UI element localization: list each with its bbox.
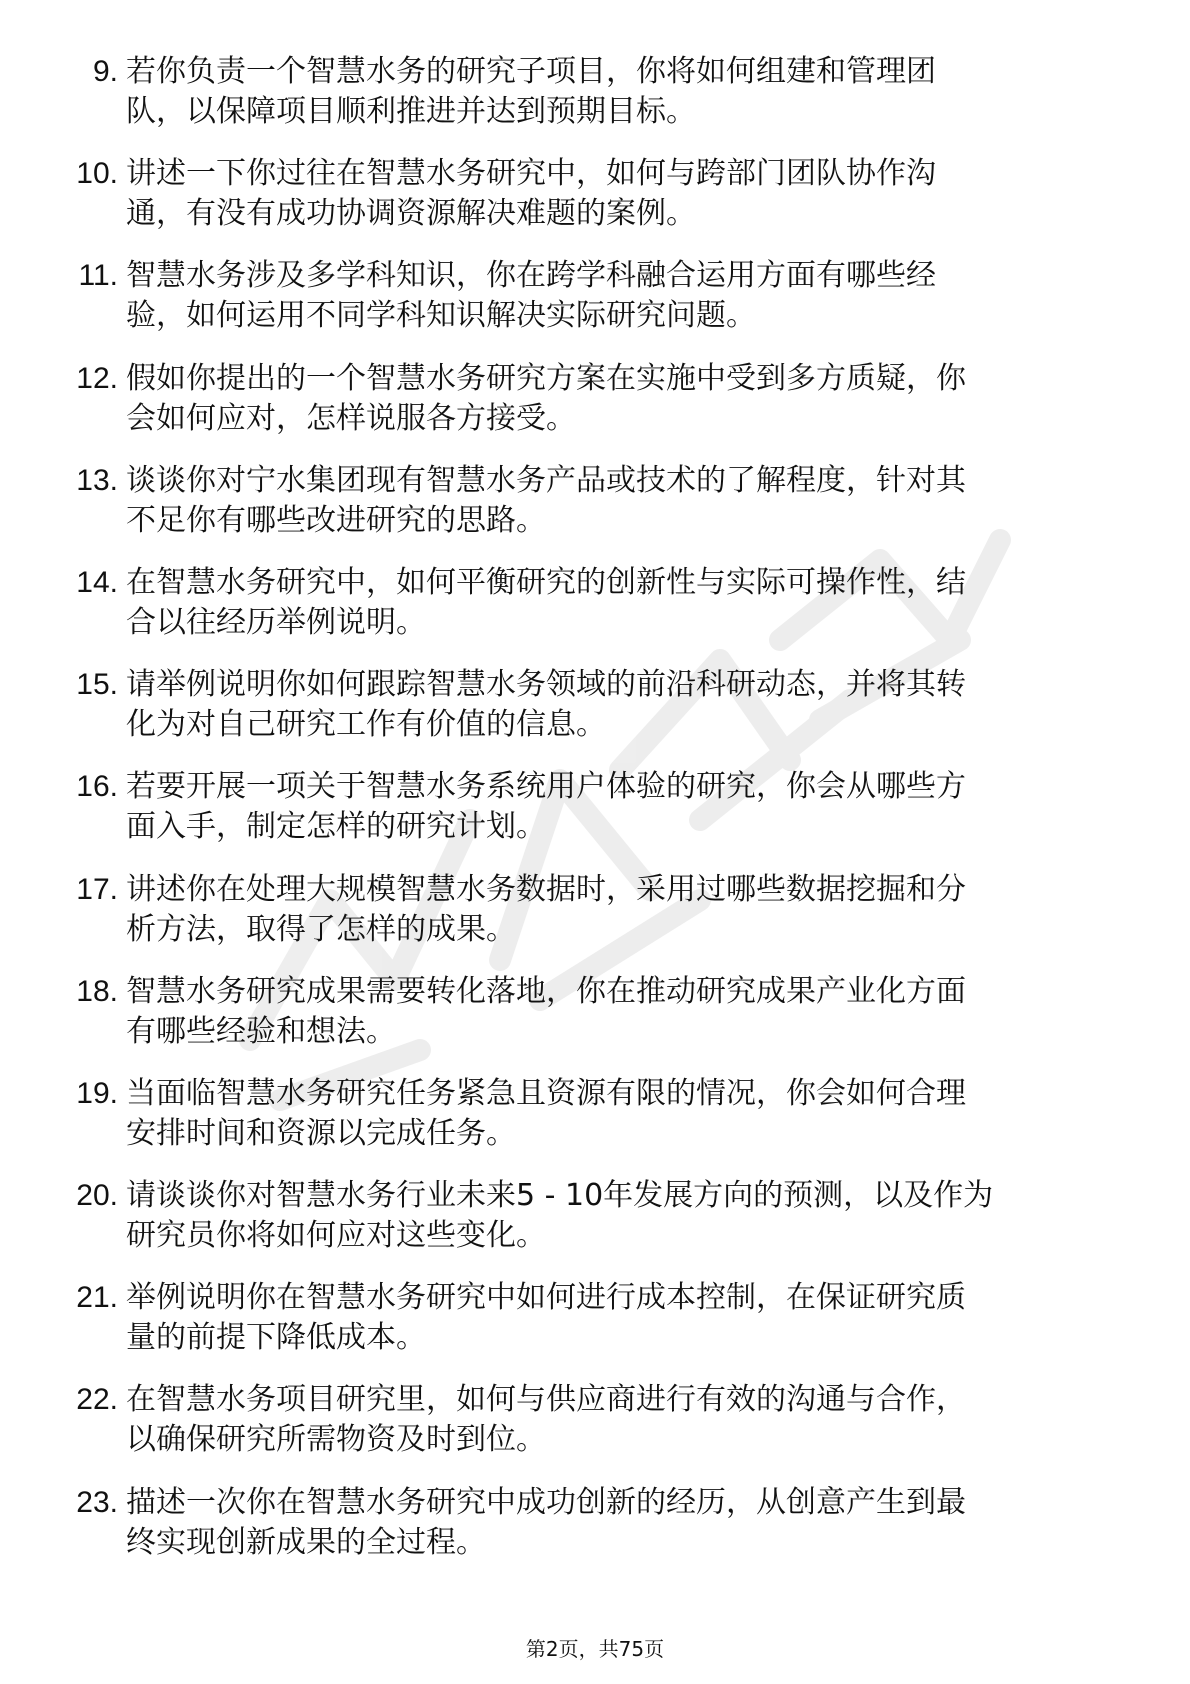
question-text: 谈谈你对宁水集团现有智慧水务产品或技术的了解程度，针对其 不足你有哪些改进研究的思路。 bbox=[126, 462, 966, 538]
question-number: 19. bbox=[76, 1076, 118, 1110]
question-item bbox=[56, 461, 1136, 541]
question-item bbox=[56, 1278, 1136, 1358]
question-number: 17. bbox=[76, 872, 118, 906]
question-number: 21. bbox=[76, 1281, 118, 1315]
question-number: 18. bbox=[76, 974, 118, 1008]
question-text: 讲述一下你过往在智慧水务研究中，如何与跨部门团队协作沟 通，有没有成功协调资源解决难题的案例。 bbox=[126, 156, 936, 232]
question-text: 假如你提出的一个智慧水务研究方案在实施中受到多方质疑，你 会如何应对，怎样说服各方接受。 bbox=[126, 360, 966, 436]
question-text: 智慧水务研究成果需要转化落地，你在推动研究成果产业化方面 有哪些经验和想法。 bbox=[126, 973, 966, 1049]
question-item bbox=[56, 1176, 1136, 1256]
question-item bbox=[56, 52, 1136, 132]
question-text: 在智慧水务研究中，如何平衡研究的创新性与实际可操作性，结 合以往经历举例说明。 bbox=[126, 564, 966, 640]
question-text: 请举例说明你如何跟踪智慧水务领域的前沿科研动态，并将其转 化为对自己研究工作有价值的信息。 bbox=[126, 667, 966, 743]
question-number: 14. bbox=[76, 565, 118, 599]
question-item bbox=[56, 563, 1136, 643]
question-text: 在智慧水务项目研究里，如何与供应商进行有效的沟通与合作， 以确保研究所需物资及时到位。 bbox=[126, 1382, 966, 1458]
question-text: 若要开展一项关于智慧水务系统用户体验的研究，你会从哪些方 面入手，制定怎样的研究计划。 bbox=[126, 769, 966, 845]
question-number: 13. bbox=[76, 463, 118, 497]
question-number: 20. bbox=[76, 1179, 118, 1213]
question-item bbox=[56, 665, 1136, 745]
question-item bbox=[56, 870, 1136, 950]
question-item bbox=[56, 256, 1136, 336]
question-number: 9. bbox=[92, 55, 118, 88]
question-list bbox=[56, 52, 1136, 1585]
question-number: 15. bbox=[76, 668, 118, 702]
question-number: 22. bbox=[76, 1383, 118, 1417]
question-item bbox=[56, 767, 1136, 847]
page-footer: 第2页，共75页 bbox=[525, 1637, 665, 1661]
question-text: 当面临智慧水务研究任务紧急且资源有限的情况，你会如何合理 安排时间和资源以完成任务。 bbox=[126, 1075, 966, 1151]
question-text: 讲述你在处理大规模智慧水务数据时，采用过哪些数据挖掘和分 析方法，取得了怎样的成果。 bbox=[126, 871, 966, 947]
question-item bbox=[56, 359, 1136, 439]
question-item bbox=[56, 1074, 1136, 1154]
question-item bbox=[56, 154, 1136, 234]
question-number: 12. bbox=[76, 361, 118, 395]
question-item bbox=[56, 1380, 1136, 1460]
question-number: 11. bbox=[78, 259, 118, 293]
question-item bbox=[56, 972, 1136, 1052]
question-text: 智慧水务涉及多学科知识，你在跨学科融合运用方面有哪些经 验，如何运用不同学科知识解决实际研究问题。 bbox=[126, 258, 936, 334]
question-text: 描述一次你在智慧水务研究中成功创新的经历，从创意产生到最 终实现创新成果的全过程。 bbox=[126, 1484, 966, 1560]
question-number: 23. bbox=[76, 1485, 118, 1519]
question-number: 16. bbox=[76, 770, 118, 804]
question-number: 10. bbox=[76, 157, 118, 191]
question-item bbox=[56, 1483, 1136, 1563]
question-text: 若你负责一个智慧水务的研究子项目，你将如何组建和管理团 队，以保障项目顺利推进并达到预期目标。 bbox=[126, 54, 936, 129]
question-text: 请谈谈你对智慧水务行业未来5 - 10年发展方向的预测，以及作为 研究员你将如何应对这些变化。 bbox=[126, 1178, 994, 1254]
question-text: 举例说明你在智慧水务研究中如何进行成本控制，在保证研究质 量的前提下降低成本。 bbox=[126, 1280, 966, 1356]
